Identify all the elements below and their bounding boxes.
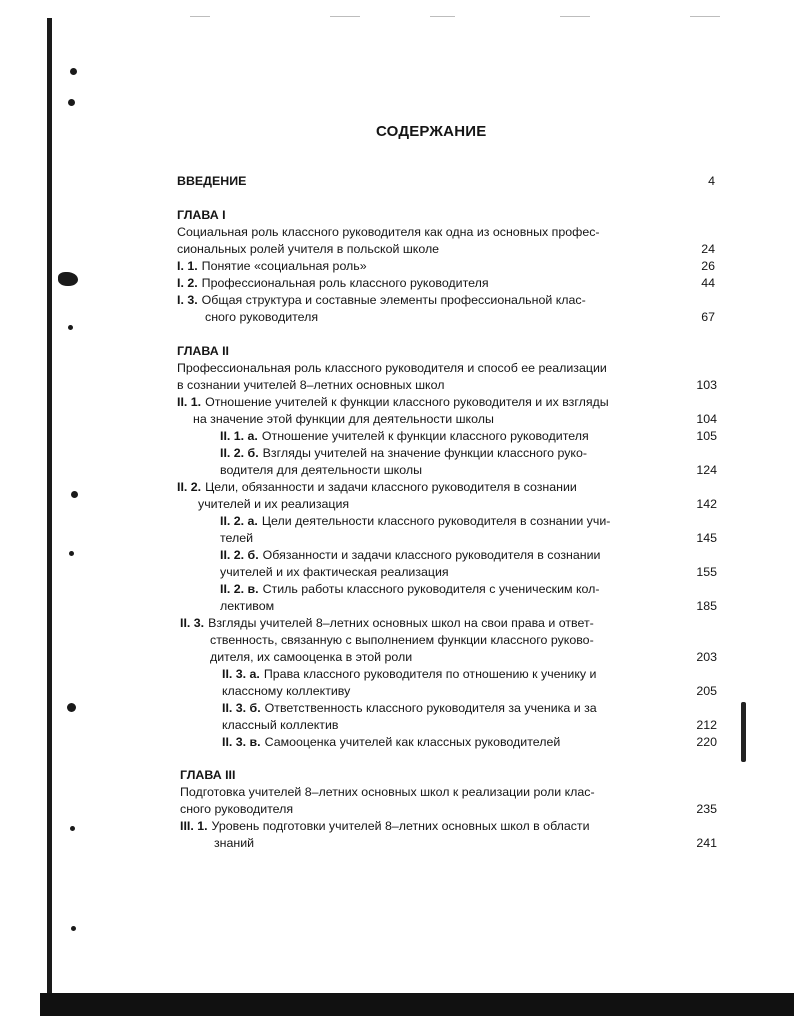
page-number: 104: [696, 412, 717, 426]
page-number: 220: [696, 735, 717, 749]
section-number: II. 2. в.: [220, 582, 259, 596]
scan-right-mark: [741, 702, 746, 762]
chapter-2-title: [177, 360, 717, 377]
entry-text: Права классного руководителя по отношению к ученику и: [263, 667, 597, 681]
toc-entry-2-3: [210, 649, 717, 666]
punch-hole-dot: [67, 703, 76, 712]
entry-text: Уровень подготовки учителей 8–летних основных школ в области: [211, 819, 590, 833]
toc-entry-2-1: [193, 411, 717, 428]
entry-text: на значение этой функции для деятельности школы: [193, 412, 494, 426]
section-number: II. 2.: [177, 480, 202, 494]
ink-blot: [58, 272, 78, 286]
chapter-1-heading: ГЛАВА I: [177, 208, 226, 222]
chapter-3-title: [180, 784, 717, 801]
section-number: II. 2. б.: [220, 446, 259, 460]
toc-entry-2-2: [177, 479, 717, 496]
section-number: I. 3.: [177, 293, 198, 307]
entry-text: Взгляды учителей 8–летних основных школ на свои права и ответ-: [208, 616, 594, 630]
section-number: II. 1.: [177, 395, 202, 409]
toc-entry-2-3-a: [222, 666, 717, 683]
scan-top-line: [430, 16, 455, 17]
entry-text: Профессиональная роль классного руководителя и способ ее реализации: [177, 361, 607, 375]
entry-text: Ответственность классного руководителя за ученика и за: [264, 701, 597, 715]
punch-hole-dot: [68, 99, 75, 106]
scan-top-line: [560, 16, 590, 17]
page-number: 4: [708, 174, 715, 188]
punch-hole-dot: [71, 926, 76, 931]
scan-top-line: [190, 16, 210, 17]
section-number: II. 2. а.: [220, 514, 258, 528]
page-number: 105: [696, 429, 717, 443]
entry-text: Цели, обязанности и задачи классного руководителя в сознании: [205, 480, 577, 494]
entry-text: телей: [220, 531, 254, 545]
scan-top-line: [690, 16, 720, 17]
punch-hole-dot: [70, 68, 77, 75]
page-number: 235: [696, 802, 717, 816]
entry-text: дителя, их самооценка в этой роли: [210, 650, 413, 664]
page-number: 212: [696, 718, 717, 732]
scan-top-line: [330, 16, 360, 17]
toc-entry-1-3: [177, 292, 715, 309]
chapter-3-title: [180, 801, 717, 818]
toc-entry-2-3: [210, 632, 717, 649]
toc-entry-2-3-c: [222, 734, 717, 751]
chapter-2-heading: ГЛАВА II: [177, 344, 229, 358]
section-number: I. 2.: [177, 276, 198, 290]
toc-entry-2-3: [180, 615, 717, 632]
page-number: 67: [701, 310, 715, 324]
section-number: II. 3.: [180, 616, 205, 630]
intro-label: ВВЕДЕНИЕ: [177, 174, 247, 188]
page-number: 24: [701, 242, 715, 256]
entry-text: сного руководителя: [205, 310, 319, 324]
toc-entry-2-3-b: [222, 717, 717, 734]
chapter-3-heading: ГЛАВА III: [180, 768, 236, 782]
entry-text: Отношение учителей к функции классного руководителя и их взгляды: [205, 395, 609, 409]
toc-entry-2-2-c: [220, 581, 717, 598]
toc-entry-1-2: [177, 275, 715, 292]
entry-text: учителей и их фактическая реализация: [220, 565, 449, 579]
toc-entry-intro: [177, 173, 715, 190]
entry-text: Стиль работы классного руководителя с ученическим кол-: [262, 582, 600, 596]
entry-text: Общая структура и составные элементы профессиональной клас-: [201, 293, 586, 307]
entry-text: Взгляды учителей на значение функции классного руко-: [262, 446, 588, 460]
entry-text: лективом: [220, 599, 275, 613]
entry-text: водителя для деятельности школы: [220, 463, 422, 477]
section-number: II. 3. в.: [222, 735, 261, 749]
page-number: 241: [696, 836, 717, 850]
entry-text: Подготовка учителей 8–летних основных школ к реализации роли клас-: [180, 785, 595, 799]
section-number: I. 1.: [177, 259, 198, 273]
toc-entry-2-2-c: [220, 598, 717, 615]
chapter-1-title: [177, 241, 715, 258]
entry-text: Отношение учителей к функции классного руководителя: [261, 429, 589, 443]
page-title: СОДЕРЖАНИЕ: [376, 123, 487, 140]
toc-entry-2-1: [177, 394, 717, 411]
page-number: 26: [701, 259, 715, 273]
toc-entry-2-1-b: [220, 445, 717, 462]
entry-text: учителей и их реализация: [198, 497, 350, 511]
toc-entry-2-1-b: [220, 462, 717, 479]
toc-entry-2-1-a: [220, 428, 717, 445]
toc-entry-1-3: [205, 309, 715, 326]
punch-hole-dot: [71, 491, 78, 498]
punch-hole-dot: [68, 325, 73, 330]
entry-text: Цели деятельности классного руководителя в сознании учи-: [261, 514, 611, 528]
toc-entry-2-2-b: [220, 564, 717, 581]
entry-text: Социальная роль классного руководителя как одна из основных профес-: [177, 225, 600, 239]
toc-entry-2-2-a: [220, 513, 717, 530]
entry-text: Профессиональная роль классного руководителя: [201, 276, 489, 290]
page-number: 145: [696, 531, 717, 545]
entry-text: в сознании учителей 8–летних основных школ: [177, 378, 445, 392]
entry-text: ственность, связанную с выполнением функции классного руково-: [210, 633, 594, 647]
toc-entry-2-3-a: [222, 683, 717, 700]
toc-entry-1-1: [177, 258, 715, 275]
entry-text: знаний: [214, 836, 255, 850]
punch-hole-dot: [70, 826, 75, 831]
scan-left-edge: [47, 18, 52, 998]
toc-entry-2-3-b: [222, 700, 717, 717]
toc-entry-2-2-a: [220, 530, 717, 547]
entry-text: Обязанности и задачи классного руководителя в сознании: [262, 548, 601, 562]
section-number: II. 1. а.: [220, 429, 258, 443]
toc-entry-2-2-b: [220, 547, 717, 564]
page-number: 124: [696, 463, 717, 477]
section-number: II. 3. б.: [222, 701, 261, 715]
entry-text: классному коллективу: [222, 684, 351, 698]
section-number: II. 3. а.: [222, 667, 260, 681]
page-number: 103: [696, 378, 717, 392]
chapter-2-title: [177, 377, 717, 394]
chapter-1-title: [177, 224, 715, 241]
toc-entry-3-1: [180, 818, 717, 835]
page-number: 185: [696, 599, 717, 613]
toc-entry-2-2: [198, 496, 717, 513]
entry-text: Понятие «социальная роль»: [201, 259, 367, 273]
section-number: II. 2. б.: [220, 548, 259, 562]
page-number: 203: [696, 650, 717, 664]
page-number: 155: [696, 565, 717, 579]
page-number: 44: [701, 276, 715, 290]
page-number: 205: [696, 684, 717, 698]
toc-entry-3-1: [214, 835, 717, 852]
entry-text: Самооценка учителей как классных руководителей: [264, 735, 561, 749]
entry-text: классный коллектив: [222, 718, 339, 732]
section-number: III. 1.: [180, 819, 208, 833]
entry-text: сного руководителя: [180, 802, 294, 816]
page-number: 142: [696, 497, 717, 511]
entry-text: сиональных ролей учителя в польской школе: [177, 242, 440, 256]
scan-bottom-bar: [40, 993, 794, 1016]
punch-hole-dot: [69, 551, 74, 556]
